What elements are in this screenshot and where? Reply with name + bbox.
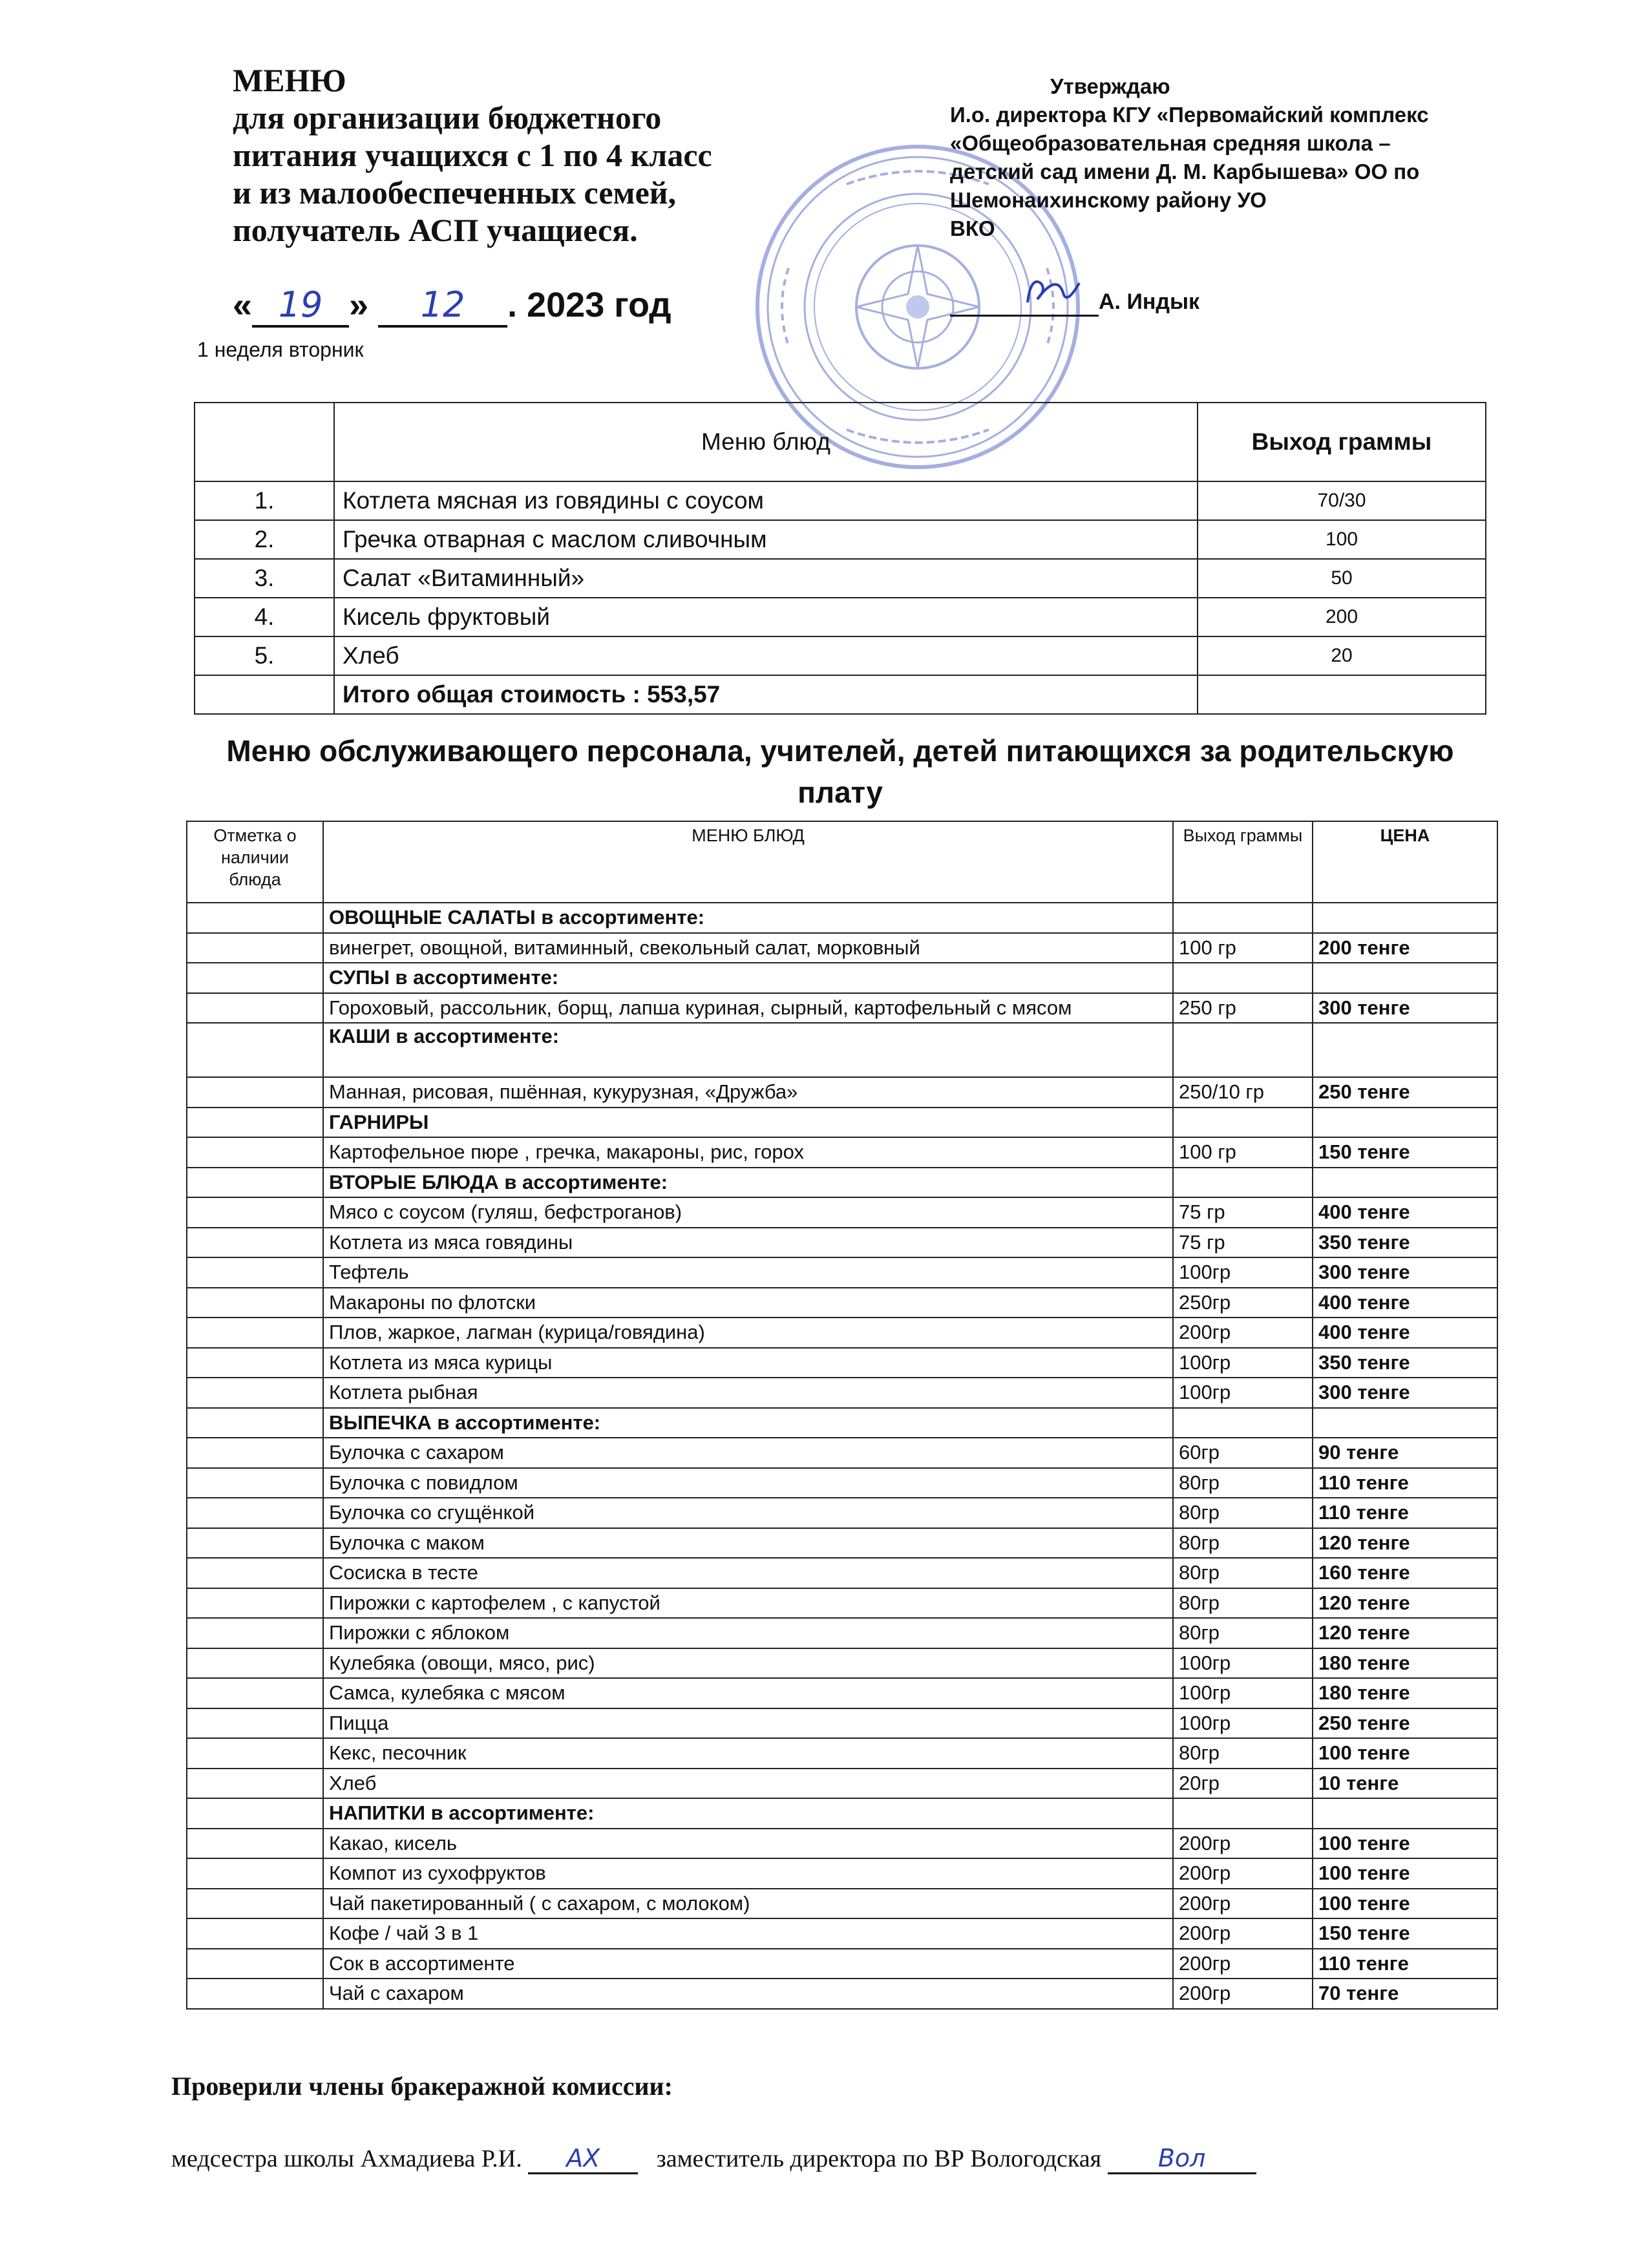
dish-name: Картофельное пюре , гречка, макароны, рис, горох	[323, 1137, 1173, 1168]
dish-name: Котлета из мяса говядины	[323, 1228, 1173, 1258]
dish-yield: 250/10 гр	[1173, 1077, 1313, 1108]
dish-price: 300 тенге	[1313, 1378, 1497, 1408]
deputy-name: заместитель директора по ВР Вологодская	[656, 2145, 1102, 2172]
dish-yield: 80гр	[1173, 1468, 1313, 1498]
dish-price: 120 тенге	[1313, 1528, 1497, 1559]
dish-yield: 200гр	[1173, 1829, 1313, 1859]
paid-menu-table	[186, 821, 1498, 2010]
category-name: ВТОРЫЕ БЛЮДА в ассортименте:	[323, 1168, 1173, 1198]
title-line: питания учащихся с 1 по 4 класс	[233, 137, 712, 173]
dish-name: Котлета из мяса курицы	[323, 1348, 1173, 1378]
dish-price: 400 тенге	[1313, 1288, 1497, 1318]
approval-line: ВКО	[950, 216, 995, 240]
table-row	[187, 1769, 1497, 1799]
table-row	[187, 1197, 1497, 1228]
table-row	[187, 1858, 1497, 1889]
dish-yield: 80гр	[1173, 1498, 1313, 1528]
dish-name: Гречка отварная с маслом сливочным	[334, 520, 1198, 559]
dish-price: 300 тенге	[1313, 993, 1497, 1024]
table-row	[195, 481, 1486, 520]
table-row	[187, 1498, 1497, 1528]
dish-price: 300 тенге	[1313, 1257, 1497, 1288]
dish-yield: 80гр	[1173, 1738, 1313, 1769]
dish-price: 10 тенге	[1313, 1769, 1497, 1799]
table-row	[187, 1378, 1497, 1408]
dish-price: 70 тенге	[1313, 1979, 1497, 2009]
date-close-quote: »	[349, 286, 369, 324]
dish-yield: 80гр	[1173, 1618, 1313, 1648]
dish-price: 180 тенге	[1313, 1678, 1497, 1708]
commission-signatures	[171, 2144, 1256, 2174]
approval-line: «Общеобразовательная средняя школа –	[950, 131, 1391, 155]
date-line	[233, 284, 671, 328]
header-mark: Отметка о наличии блюда	[187, 821, 323, 903]
title-line: и из малообеспеченных семей,	[233, 174, 677, 211]
table-row	[187, 1829, 1497, 1859]
dish-name: Пирожки с картофелем , с капустой	[323, 1588, 1173, 1619]
section-title: Меню обслуживающего персонала, учителей, детей питающихся за родительскую плату	[226, 734, 1454, 809]
dish-yield: 100гр	[1173, 1708, 1313, 1739]
dish-yield: 100гр	[1173, 1348, 1313, 1378]
dish-name: Манная, рисовая, пшённая, кукурузная, «Дружба»	[323, 1077, 1173, 1108]
dish-yield: 80гр	[1173, 1558, 1313, 1588]
dish-name: Чай с сахаром	[323, 1979, 1173, 2009]
dish-yield: 20гр	[1173, 1769, 1313, 1799]
dish-price: 350 тенге	[1313, 1228, 1497, 1258]
dish-name: Кофе / чай 3 в 1	[323, 1918, 1173, 1949]
table-row	[187, 1918, 1497, 1949]
dish-yield: 20	[1198, 636, 1486, 675]
dish-yield: 100гр	[1173, 1678, 1313, 1708]
dish-price: 150 тенге	[1313, 1137, 1497, 1168]
category-row	[187, 963, 1497, 993]
dish-yield: 250гр	[1173, 1288, 1313, 1318]
dish-price: 100 тенге	[1313, 1858, 1497, 1889]
dish-price: 250 тенге	[1313, 1077, 1497, 1108]
dish-name: винегрет, овощной, витаминный, свекольный салат, морковный	[323, 933, 1173, 963]
dish-name: Мясо с соусом (гуляш, бефстроганов)	[323, 1197, 1173, 1228]
dish-price: 100 тенге	[1313, 1829, 1497, 1859]
dish-name: Котлета рыбная	[323, 1378, 1173, 1408]
nurse-name: медсестра школы Ахмадиева Р.И.	[171, 2145, 522, 2172]
dish-price: 350 тенге	[1313, 1348, 1497, 1378]
date-year: . 2023 год	[507, 286, 671, 324]
header-yield: Выход граммы	[1198, 403, 1486, 481]
dish-name: Сок в ассортименте	[323, 1949, 1173, 1979]
dish-price: 150 тенге	[1313, 1918, 1497, 1949]
dish-name: Плов, жаркое, лагман (курица/говядина)	[323, 1318, 1173, 1348]
dish-yield: 200гр	[1173, 1979, 1313, 2009]
dish-yield: 100 гр	[1173, 933, 1313, 963]
title-line: получатель АСП учащиеся.	[233, 212, 638, 248]
dish-price: 100 тенге	[1313, 1889, 1497, 1919]
dish-name: Хлеб	[334, 636, 1198, 675]
dish-yield: 200	[1198, 598, 1486, 636]
table-header-row	[195, 403, 1486, 481]
table-row	[195, 598, 1486, 636]
dish-price: 110 тенге	[1313, 1498, 1497, 1528]
table-row	[187, 1348, 1497, 1378]
dish-yield: 200гр	[1173, 1858, 1313, 1889]
commission-title: Проверили члены бракеражной комиссии:	[171, 2072, 673, 2101]
date-month: 12	[378, 284, 507, 328]
dish-price: 90 тенге	[1313, 1438, 1497, 1468]
table-row	[187, 1528, 1497, 1559]
dish-price: 110 тенге	[1313, 1468, 1497, 1498]
category-name: КАШИ в ассортименте:	[323, 1023, 1173, 1077]
table-row	[187, 1678, 1497, 1708]
dish-price: 110 тенге	[1313, 1949, 1497, 1979]
approval-block	[950, 72, 1603, 243]
table-row	[187, 1618, 1497, 1648]
dish-price: 120 тенге	[1313, 1588, 1497, 1619]
dish-name: Котлета мясная из говядины с соусом	[334, 481, 1198, 520]
dish-yield: 250 гр	[1173, 993, 1313, 1024]
table-row	[187, 1588, 1497, 1619]
total-row	[195, 675, 1486, 714]
deputy-signature: Вол	[1108, 2144, 1256, 2174]
table-row	[187, 1738, 1497, 1769]
document-title	[233, 61, 840, 249]
dish-yield: 200гр	[1173, 1949, 1313, 1979]
dish-yield: 100гр	[1173, 1648, 1313, 1679]
row-number: 4.	[195, 598, 334, 636]
budget-menu-table	[194, 402, 1486, 715]
table-header-row	[187, 821, 1497, 903]
dish-name: Булочка со сгущёнкой	[323, 1498, 1173, 1528]
category-row	[187, 903, 1497, 933]
header-num	[195, 403, 334, 481]
dish-name: Компот из сухофруктов	[323, 1858, 1173, 1889]
dish-yield: 100	[1198, 520, 1486, 559]
dish-name: Пицца	[323, 1708, 1173, 1739]
date-open-quote: «	[233, 286, 253, 324]
table-row	[187, 933, 1497, 963]
header-dish: Меню блюд	[334, 403, 1198, 481]
table-row	[187, 1438, 1497, 1468]
table-row	[187, 1648, 1497, 1679]
dish-price: 200 тенге	[1313, 933, 1497, 963]
dish-name: Кекс, песочник	[323, 1738, 1173, 1769]
row-number: 3.	[195, 559, 334, 598]
dish-name: Чай пакетированный ( с сахаром, с молоком)	[323, 1889, 1173, 1919]
dish-price: 250 тенге	[1313, 1708, 1497, 1739]
dish-price: 120 тенге	[1313, 1618, 1497, 1648]
dish-yield: 100гр	[1173, 1378, 1313, 1408]
category-row	[187, 1108, 1497, 1138]
nurse-signature: АХ	[528, 2144, 638, 2174]
dish-yield: 200гр	[1173, 1889, 1313, 1919]
dish-yield: 200гр	[1173, 1318, 1313, 1348]
category-name: ОВОЩНЫЕ САЛАТЫ в ассортименте:	[323, 903, 1173, 933]
category-row	[187, 1023, 1497, 1077]
approval-heading: Утверждаю	[1050, 74, 1170, 98]
table-row	[187, 1288, 1497, 1318]
dish-name: Кисель фруктовый	[334, 598, 1198, 636]
date-day: 19	[252, 284, 349, 328]
dish-price: 400 тенге	[1313, 1197, 1497, 1228]
dish-yield: 100 гр	[1173, 1137, 1313, 1168]
dish-price: 160 тенге	[1313, 1558, 1497, 1588]
dish-name: Кулебяка (овощи, мясо, рис)	[323, 1648, 1173, 1679]
title-line: МЕНЮ	[233, 62, 346, 98]
dish-name: Булочка с сахаром	[323, 1438, 1173, 1468]
table-row	[187, 1077, 1497, 1108]
table-row	[187, 1708, 1497, 1739]
dish-yield: 80гр	[1173, 1528, 1313, 1559]
category-row	[187, 1798, 1497, 1829]
signature-icon	[950, 270, 1099, 317]
dish-name: Тефтель	[323, 1257, 1173, 1288]
header-price: ЦЕНА	[1313, 821, 1497, 903]
dish-name: Булочка с маком	[323, 1528, 1173, 1559]
dish-yield: 80гр	[1173, 1588, 1313, 1619]
dish-price: 400 тенге	[1313, 1318, 1497, 1348]
dish-name: Хлеб	[323, 1769, 1173, 1799]
table-row	[187, 1228, 1497, 1258]
category-name: ГАРНИРЫ	[323, 1108, 1173, 1138]
table-row	[187, 1318, 1497, 1348]
dish-name: Салат «Витаминный»	[334, 559, 1198, 598]
table-row	[187, 1257, 1497, 1288]
table-row	[195, 636, 1486, 675]
header-dish: МЕНЮ БЛЮД	[323, 821, 1173, 903]
header-yield: Выход граммы	[1173, 821, 1313, 903]
approval-line: Шемонаихинскому району УО	[950, 188, 1267, 212]
director-name: А. Индык	[1099, 289, 1200, 314]
category-name: ВЫПЕЧКА в ассортименте:	[323, 1408, 1173, 1438]
category-row	[187, 1168, 1497, 1198]
dish-yield: 75 гр	[1173, 1228, 1313, 1258]
table-row	[187, 1889, 1497, 1919]
category-row	[187, 1408, 1497, 1438]
dish-yield: 50	[1198, 559, 1486, 598]
dish-name: Макароны по флотски	[323, 1288, 1173, 1318]
dish-name: Гороховый, рассольник, борщ, лапша куриная, сырный, картофельный с мясом	[323, 993, 1173, 1024]
dish-yield: 75 гр	[1173, 1197, 1313, 1228]
dish-name: Самса, кулебяка с мясом	[323, 1678, 1173, 1708]
table-row	[187, 1558, 1497, 1588]
table-row	[195, 559, 1486, 598]
dish-name: Какао, кисель	[323, 1829, 1173, 1859]
director-signature-line	[950, 270, 1199, 317]
category-name: НАПИТКИ в ассортименте:	[323, 1798, 1173, 1829]
week-label: 1 неделя вторник	[197, 338, 364, 361]
title-line: для организации бюджетного	[233, 100, 662, 136]
category-name: СУПЫ в ассортименте:	[323, 963, 1173, 993]
row-number: 1.	[195, 481, 334, 520]
dish-yield: 70/30	[1198, 481, 1486, 520]
dish-yield: 60гр	[1173, 1438, 1313, 1468]
table-row	[187, 1949, 1497, 1979]
total-cost: Итого общая стоимость : 553,57	[334, 675, 1198, 714]
table-row	[187, 1979, 1497, 2009]
dish-yield: 200гр	[1173, 1918, 1313, 1949]
dish-yield: 100гр	[1173, 1257, 1313, 1288]
approval-line: детский сад имени Д. М. Карбышева» ОО по	[950, 160, 1420, 184]
row-number: 2.	[195, 520, 334, 559]
dish-price: 180 тенге	[1313, 1648, 1497, 1679]
table-row	[187, 1468, 1497, 1498]
table-row	[187, 993, 1497, 1024]
approval-line: И.о. директора КГУ «Первомайский комплекс	[950, 103, 1429, 127]
dish-name: Пирожки с яблоком	[323, 1618, 1173, 1648]
table-row	[187, 1137, 1497, 1168]
dish-name: Сосиска в тесте	[323, 1558, 1173, 1588]
table-row	[195, 520, 1486, 559]
dish-name: Булочка с повидлом	[323, 1468, 1173, 1498]
row-number: 5.	[195, 636, 334, 675]
dish-price: 100 тенге	[1313, 1738, 1497, 1769]
